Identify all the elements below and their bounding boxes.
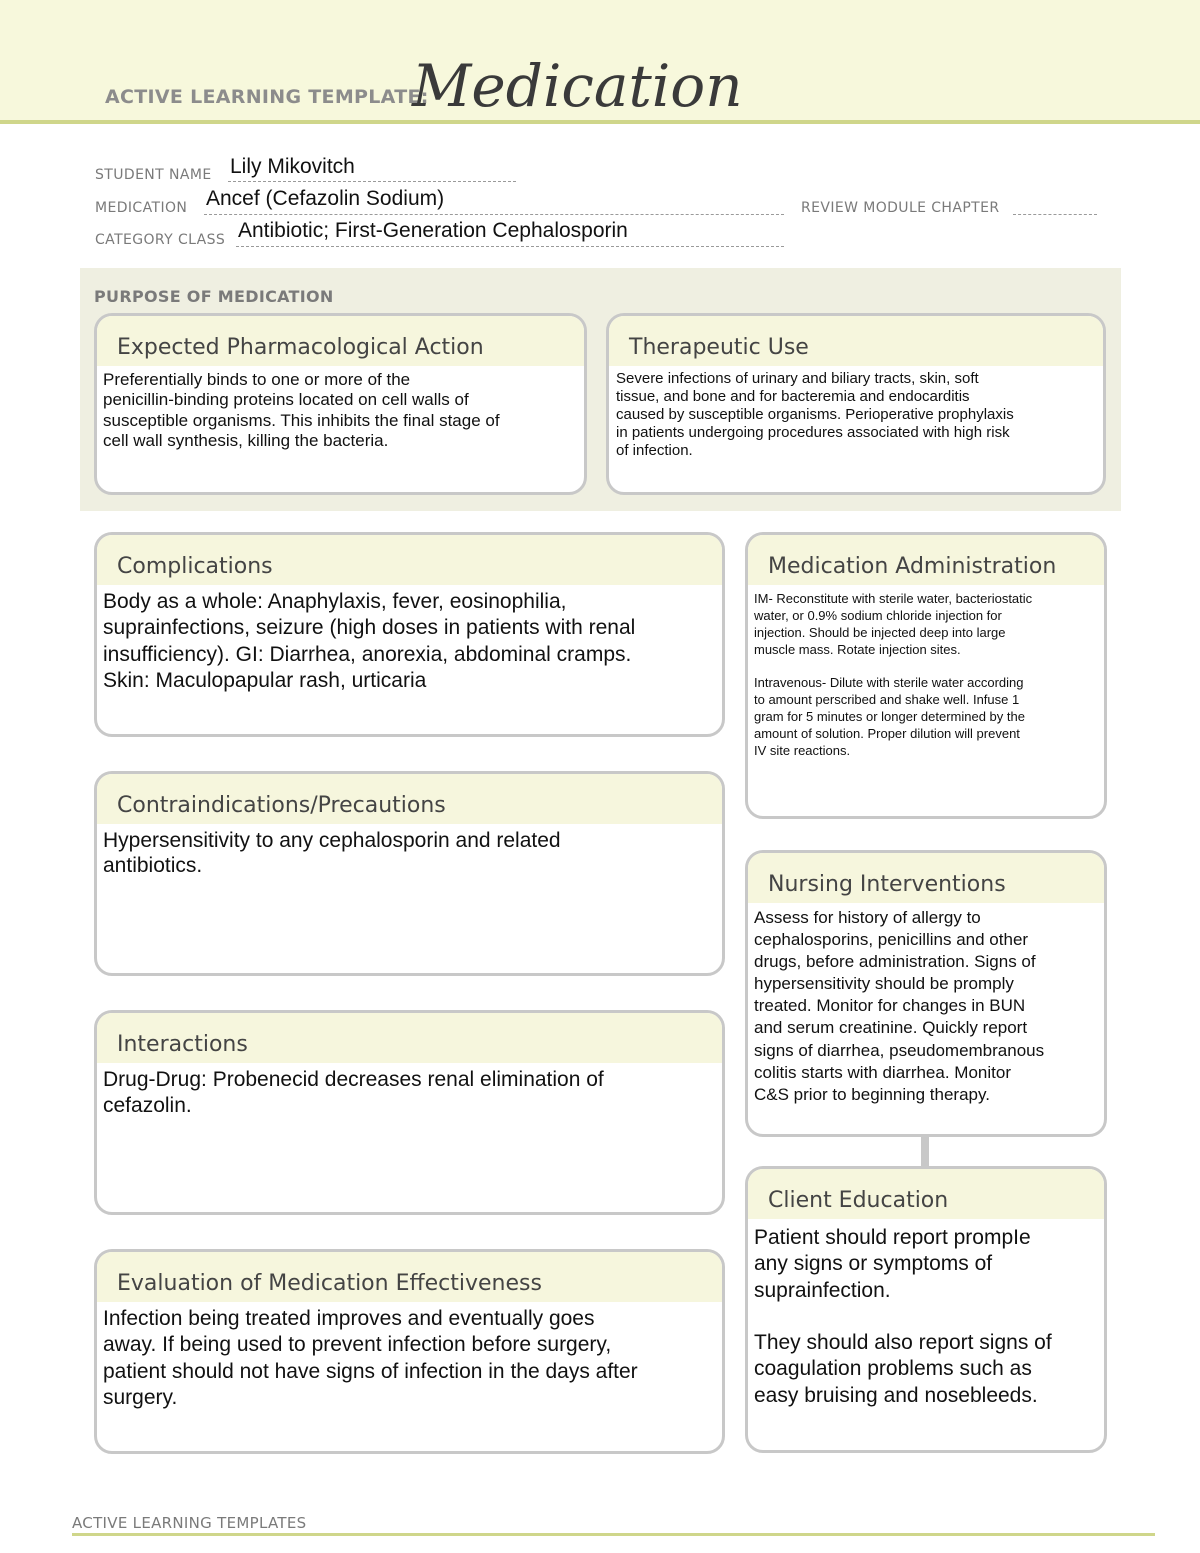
evaluation-card	[94, 1249, 725, 1454]
complications-title: Complications	[117, 554, 273, 579]
interactions-title: Interactions	[117, 1032, 248, 1057]
student-name-label: STUDENT NAME	[95, 167, 212, 183]
contraindications-title: Contraindications/Precautions	[117, 793, 446, 818]
expected-action-body[interactable]: Preferentially binds to one or more of the penicillin-binding proteins located on cell walls of susceptible organisms. This inhibits the final stage of cell wall synthesis, killing the bacteria.	[103, 370, 500, 451]
template-label: ACTIVE LEARNING TEMPLATE:	[105, 86, 429, 108]
contraindications-card	[94, 771, 725, 976]
nursing-interventions-title: Nursing Interventions	[768, 872, 1006, 897]
category-class-field	[95, 231, 225, 249]
category-class-label: CATEGORY CLASS	[95, 232, 226, 248]
therapeutic-use-body[interactable]: Severe infections of urinary and biliary tracts, skin, soft tissue, and bone and for bacteremia and endocarditis caused by susceptible organisms. Perioperative prophylaxis in patients undergoing procedures associated with high risk of infection.	[616, 370, 1014, 459]
footer-rule	[72, 1533, 1155, 1536]
complications-card	[94, 532, 725, 737]
therapeutic-use-header	[609, 316, 1103, 366]
review-module-line[interactable]	[1013, 214, 1097, 215]
medication-line	[204, 214, 784, 215]
interactions-body[interactable]: Drug-Drug: Probenecid decreases renal elimination of cefazolin.	[103, 1068, 604, 1118]
header-rule	[0, 120, 1200, 124]
review-module-label: REVIEW MODULE CHAPTER	[801, 200, 1000, 216]
expected-action-card	[94, 313, 587, 495]
student-name-value[interactable]: Lily Mikovitch	[230, 155, 355, 178]
medication-value[interactable]: Ancef (Cefazolin Sodium)	[206, 187, 445, 210]
footer-label: ACTIVE LEARNING TEMPLATES	[72, 1514, 307, 1532]
review-module-field	[801, 199, 1000, 217]
client-education-title: Client Education	[768, 1188, 949, 1213]
therapeutic-use-title: Therapeutic Use	[629, 335, 809, 360]
client-education-body[interactable]: Patient should report prompIe any signs or symptoms of suprainfection. They should also report signs of coagulation problems such as easy bruising and nosebleeds.	[754, 1226, 1052, 1407]
student-name-field	[95, 166, 212, 184]
evaluation-body[interactable]: Infection being treated improves and eventually goes away. If being used to prevent infection before surgery, patient should not have signs of infection in the days after surgery.	[103, 1307, 638, 1409]
expected-action-header	[97, 316, 584, 366]
medication-administration-card	[745, 532, 1107, 819]
contraindications-body[interactable]: Hypersensitivity to any cephalosporin and related antibiotics.	[103, 829, 561, 878]
purpose-label: PURPOSE OF MEDICATION	[94, 287, 334, 306]
expected-action-title: Expected Pharmacological Action	[117, 335, 484, 360]
medication-administration-body[interactable]: IM- Reconstitute with sterile water, bacteriostatic water, or 0.9% sodium chloride injection for injection. Should be injected deep into large muscle mass. Rotate injection sites. Intravenous- Dilute with sterile water according to amount perscribed and shake well. Infuse 1 gram for 5 minutes or longer determined by the amount of solution. Proper dilution will prevent IV site reactions.	[754, 591, 1033, 759]
medication-label: MEDICATION	[95, 200, 188, 216]
therapeutic-use-card	[606, 313, 1106, 495]
medication-field	[95, 199, 187, 217]
medication-administration-title: Medication Administration	[768, 554, 1057, 579]
category-class-value[interactable]: Antibiotic; First-Generation Cephalosporin	[238, 219, 628, 242]
contraindications-header	[97, 774, 722, 824]
evaluation-title: Evaluation of Medication Effectiveness	[117, 1271, 542, 1296]
card-connector	[921, 1134, 929, 1167]
client-education-header	[748, 1169, 1104, 1219]
interactions-card	[94, 1010, 725, 1215]
nursing-interventions-header	[748, 853, 1104, 903]
complications-body[interactable]: Body as a whole: Anaphylaxis, fever, eosinophilia, suprainfections, seizure (high doses in patients with renal insufficiency). GI: Diarrhea, anorexia, abdominal cramps. Skin: Maculopapular rash, urticaria	[103, 590, 636, 692]
evaluation-header	[97, 1252, 722, 1302]
complications-header	[97, 535, 722, 585]
interactions-header	[97, 1013, 722, 1063]
category-class-line	[236, 246, 784, 247]
client-education-card	[745, 1166, 1107, 1453]
nursing-interventions-card	[745, 850, 1107, 1137]
medication-administration-header	[748, 535, 1104, 585]
student-name-line	[228, 181, 516, 182]
template-title: Medication	[412, 52, 743, 120]
nursing-interventions-body[interactable]: Assess for history of allergy to cephalosporins, penicillins and other drugs, before administration. Signs of hypersensitivity should be promply treated. Monitor for changes in BUN and serum creatinine. Quickly report signs of diarrhea, pseudomembranous colitis starts with diarrhea. Monitor C&S prior to beginning therapy.	[754, 908, 1045, 1104]
